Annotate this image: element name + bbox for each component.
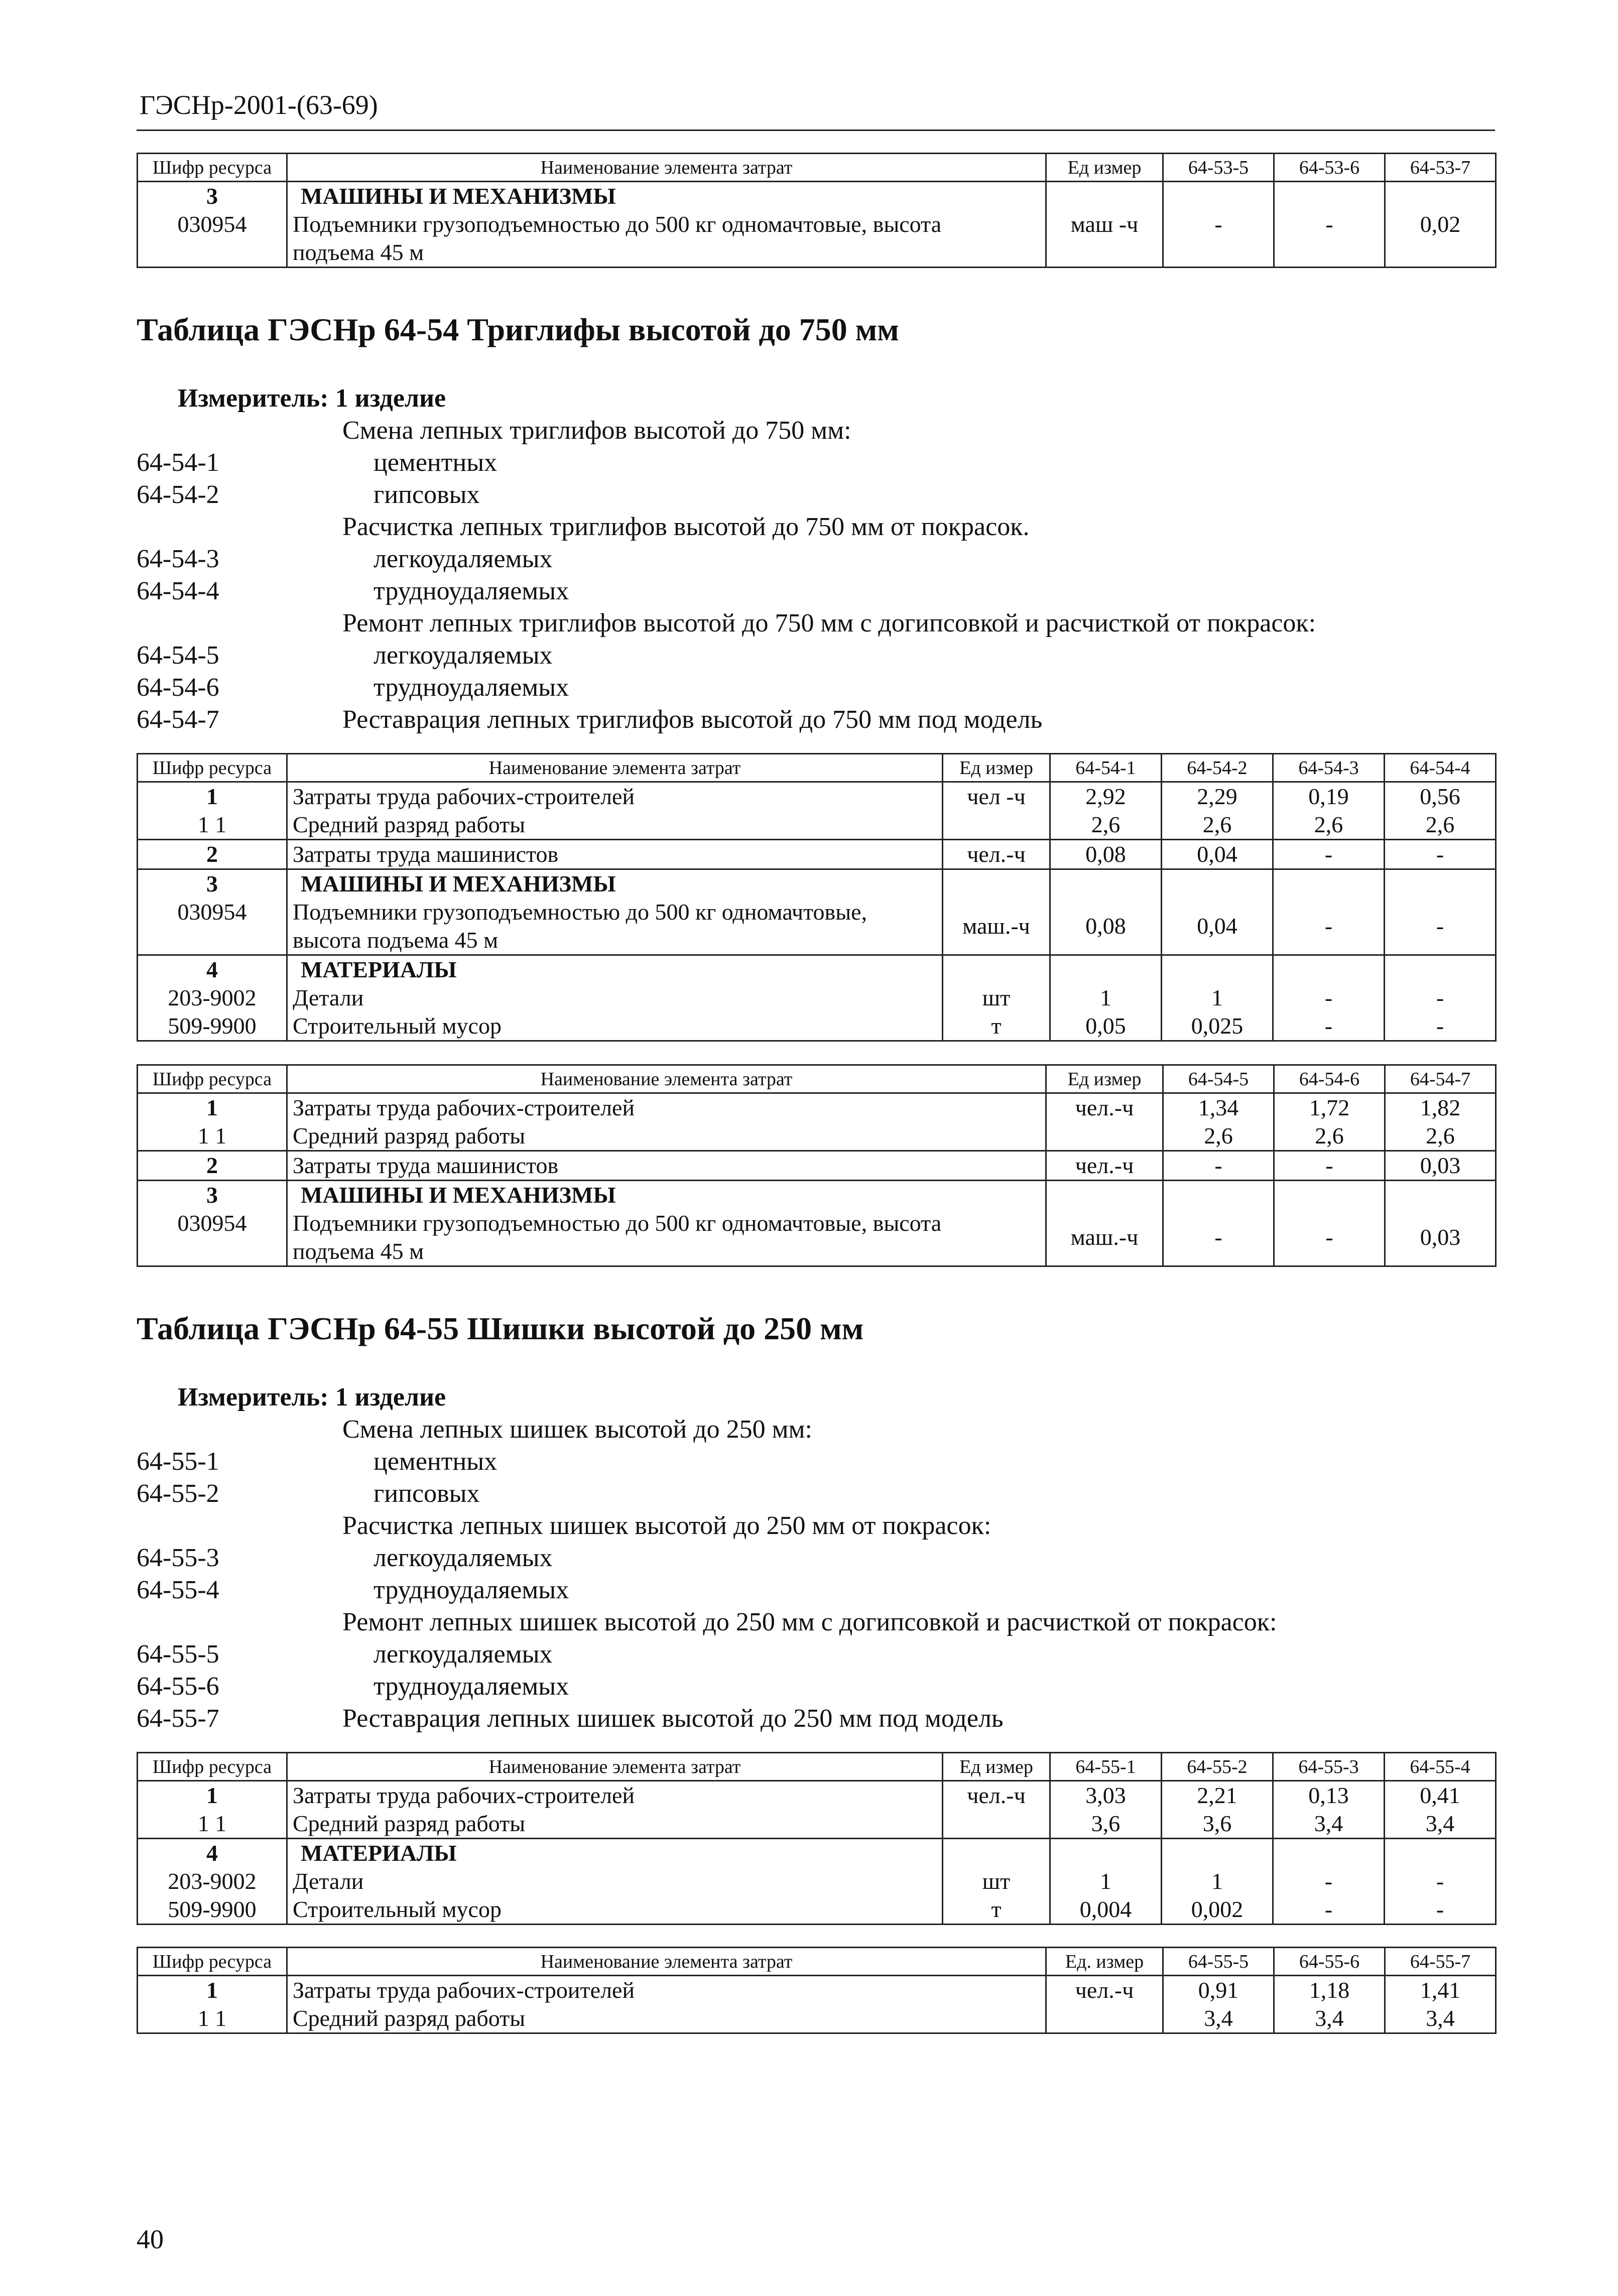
list-code: 64-54-2 — [137, 480, 219, 509]
unit-value: т — [991, 1013, 1002, 1039]
list-text: Смена лепных триглифов высотой до 750 мм: — [342, 416, 851, 445]
value-cell: - — [1385, 869, 1496, 955]
table-row — [138, 840, 1496, 869]
unit-cell — [1046, 2004, 1163, 2033]
list-text: легкоудаляемых — [374, 545, 553, 573]
resource-code-value: 030954 — [177, 211, 247, 237]
value-cell: 2,21 — [1162, 1781, 1273, 1810]
table-64-53-continuation — [137, 153, 1497, 268]
value: 0,05 — [1085, 1013, 1126, 1039]
value-cell: 3,4 — [1163, 2004, 1274, 2033]
list-text: легкоудаляемых — [374, 1544, 553, 1572]
cost-element-name — [287, 1839, 943, 1925]
resource-code — [138, 955, 287, 1041]
table-row — [138, 1151, 1496, 1181]
table-row — [138, 2004, 1496, 2033]
value-cell — [1385, 1839, 1496, 1925]
name-line: Строительный мусор — [293, 1896, 502, 1922]
col-header: Наименование элемента затрат — [287, 1753, 943, 1781]
unit-cell — [943, 955, 1050, 1041]
table-header-row — [138, 1753, 1496, 1781]
value: 1 — [1100, 985, 1111, 1010]
value-cell: 0,56 — [1385, 782, 1496, 811]
list-code: 64-54-4 — [137, 577, 219, 605]
col-header: Наименование элемента затрат — [287, 754, 943, 782]
value-cell: 3,4 — [1273, 1810, 1385, 1839]
unit-cell — [943, 1810, 1050, 1839]
section-code: 3 — [206, 1182, 218, 1208]
value-cell: 2,29 — [1162, 782, 1273, 811]
list-code: 64-55-7 — [137, 1704, 219, 1733]
value-cell: 2,6 — [1274, 1122, 1385, 1151]
header-rule — [137, 130, 1495, 131]
list-code: 64-54-5 — [137, 641, 219, 670]
section-name: МАТЕРИАЛЫ — [301, 957, 457, 982]
value-cell: 0,91 — [1163, 1976, 1274, 2005]
value-cell: 1,41 — [1385, 1976, 1496, 2005]
unit-cell: чел.-ч — [1046, 1151, 1163, 1181]
value-cell: 0,13 — [1273, 1781, 1385, 1810]
value-cell: 0,03 — [1385, 1181, 1496, 1266]
list-text: трудноудаляемых — [374, 1672, 569, 1701]
col-header: Ед измер — [943, 754, 1050, 782]
cost-element-name: Затраты труда рабочих-строителей — [287, 782, 943, 811]
table-header-row — [138, 754, 1496, 782]
resource-code-value: 203-9002 — [168, 1868, 257, 1894]
col-header: 64-55-4 — [1385, 1753, 1496, 1781]
list-text: Реставрация лепных шишек высотой до 250 мм под модель — [342, 1704, 1004, 1733]
page-number: 40 — [137, 2224, 164, 2254]
value-cell: - — [1163, 182, 1274, 268]
table-row — [138, 1976, 1496, 2005]
resource-code — [138, 869, 287, 955]
table-row — [138, 182, 1496, 268]
value-cell — [1273, 955, 1385, 1041]
value-cell: - — [1163, 1181, 1274, 1266]
value-cell: 1,34 — [1163, 1093, 1274, 1122]
value-cell: 3,6 — [1162, 1810, 1273, 1839]
resource-code: 1 1 — [138, 811, 287, 840]
col-header: Шифр ресурса — [138, 1065, 287, 1093]
col-header: Наименование элемента затрат — [287, 154, 1046, 182]
cost-element-name: Средний разряд работы — [287, 1810, 943, 1839]
resource-code: 2 — [138, 840, 287, 869]
resource-code-value: 030954 — [177, 899, 247, 925]
cost-element-name: Затраты труда рабочиx-строителей — [287, 1093, 1046, 1122]
value-cell: - — [1163, 1151, 1274, 1181]
col-header: Шифр ресурса — [138, 154, 287, 182]
col-header: Шифр ресурса — [138, 1753, 287, 1781]
col-header: 64-55-1 — [1050, 1753, 1162, 1781]
resource-code-value: 509-9900 — [168, 1013, 257, 1039]
col-header: 64-55-3 — [1273, 1753, 1385, 1781]
col-header: Наименование элемента затрат — [287, 1948, 1046, 1976]
list-text: Ремонт лепных шишек высотой до 250 мм с догипсовкой и расчисткой от покрасок: — [342, 1608, 1277, 1636]
value: 0,004 — [1079, 1896, 1132, 1922]
value: - — [1324, 1896, 1333, 1922]
list-code: 64-55-1 — [137, 1447, 219, 1476]
table-row — [138, 1181, 1496, 1266]
name-line: Детали — [293, 985, 364, 1010]
col-header: 64-55-5 — [1163, 1948, 1274, 1976]
unit-cell: маш.-ч — [943, 869, 1050, 955]
value: - — [1436, 1896, 1444, 1922]
resource-code-value: 203-9002 — [168, 985, 257, 1010]
col-header: 64-53-5 — [1163, 154, 1274, 182]
table-64-55-part2 — [137, 1947, 1497, 2034]
value-cell: 0,04 — [1162, 869, 1273, 955]
cost-element-name — [287, 1181, 1046, 1266]
name-line: подъема 45 м — [293, 239, 424, 265]
value-cell: 0,02 — [1385, 182, 1496, 268]
value-cell: 1,18 — [1274, 1976, 1385, 2005]
unit-cell — [943, 811, 1050, 840]
col-header: 64-53-6 — [1274, 154, 1385, 182]
value: 0,025 — [1191, 1013, 1243, 1039]
table-header-row — [138, 154, 1496, 182]
cost-element-name: Затраты труда машинистов — [287, 1151, 1046, 1181]
cost-element-name: Средний разряд работы — [287, 811, 943, 840]
value-cell: 2,6 — [1050, 811, 1162, 840]
value-cell: 3,4 — [1385, 1810, 1496, 1839]
name-line: Подъемники грузоподъемностью до 500 кг одномачтовые, высота — [293, 211, 942, 237]
value-cell: 2,92 — [1050, 782, 1162, 811]
table-row — [138, 1093, 1496, 1122]
section-code: 4 — [206, 1840, 218, 1866]
value-cell: - — [1274, 1181, 1385, 1266]
table-64-55-part1 — [137, 1752, 1497, 1925]
table-header-row — [138, 1948, 1496, 1976]
list-text: гипсовых — [374, 1479, 480, 1508]
list-text: легкоудаляемых — [374, 1640, 553, 1669]
list-code: 64-54-3 — [137, 545, 219, 573]
name-line: Детали — [293, 1868, 364, 1894]
list-text: Расчистка лепных триглифов высотой до 750 мм от покрасок. — [342, 513, 1030, 541]
section-name: МАТЕРИАЛЫ — [301, 1840, 457, 1866]
resource-code: 1 — [138, 1093, 287, 1122]
resource-code: 2 — [138, 1151, 287, 1181]
list-code: 64-54-6 — [137, 673, 219, 702]
value: - — [1436, 1868, 1444, 1894]
list-text: цементных — [374, 448, 497, 477]
name-line: Подъемники грузоподъемностью до 500 кг одномачтовые, — [293, 899, 867, 925]
list-text: легкоудаляемых — [374, 641, 553, 670]
value-cell: 2,6 — [1385, 811, 1496, 840]
resource-code: 1 1 — [138, 2004, 287, 2033]
cost-element-name: Средний разряд работы — [287, 2004, 1046, 2033]
value-cell: 1,82 — [1385, 1093, 1496, 1122]
name-line: высота подъема 45 м — [293, 927, 499, 953]
list-text: Расчистка лепных шишек высотой до 250 мм от покрасок: — [342, 1511, 991, 1540]
col-header: Ед измер — [1046, 154, 1163, 182]
value: - — [1324, 1013, 1333, 1039]
col-header: Шифр ресурса — [138, 1948, 287, 1976]
name-line: Подъемники грузоподъемностью до 500 кг одномачтовые, высота — [293, 1210, 942, 1236]
cost-element-name — [287, 182, 1046, 268]
list-text: Ремонт лепных триглифов высотой до 750 мм с догипсовкой и расчисткой от покрасок: — [342, 609, 1316, 637]
value-cell: - — [1273, 869, 1385, 955]
list-text: Смена лепных шишек высотой до 250 мм: — [342, 1415, 812, 1444]
value-cell: 3,03 — [1050, 1781, 1162, 1810]
cost-element-name: Средний разряд работы — [287, 1122, 1046, 1151]
value-cell — [1162, 1839, 1273, 1925]
value-cell — [1385, 955, 1496, 1041]
value-cell: 2,6 — [1273, 811, 1385, 840]
unit-value: т — [991, 1896, 1002, 1922]
resource-code: 1 — [138, 1781, 287, 1810]
unit-value: шт — [982, 985, 1011, 1010]
list-code: 64-55-2 — [137, 1479, 219, 1508]
value-cell: - — [1385, 840, 1496, 869]
value: - — [1324, 1868, 1333, 1894]
list-text: гипсовых — [374, 480, 480, 509]
value: 1 — [1211, 985, 1223, 1010]
value-cell: 0,08 — [1050, 869, 1162, 955]
measure-unit: Измеритель: 1 изделие — [178, 384, 446, 413]
value-cell: 0,03 — [1385, 1151, 1496, 1181]
section-code: 4 — [206, 957, 218, 982]
table-header-row — [138, 1065, 1496, 1093]
value-cell: 0,08 — [1050, 840, 1162, 869]
list-text: трудноудаляемых — [374, 577, 569, 605]
table-row — [138, 782, 1496, 811]
unit-cell: чел -ч — [943, 782, 1050, 811]
cost-element-name — [287, 869, 943, 955]
value-cell: 3,4 — [1274, 2004, 1385, 2033]
unit-cell: маш -ч — [1046, 182, 1163, 268]
table-row — [138, 1781, 1496, 1810]
name-line: подъема 45 м — [293, 1238, 424, 1264]
value-cell: 0,19 — [1273, 782, 1385, 811]
col-header: 64-55-2 — [1162, 1753, 1273, 1781]
running-header: ГЭСНр-2001-(63-69) — [140, 90, 378, 120]
col-header: Ед измер — [1046, 1065, 1163, 1093]
resource-code: 1 1 — [138, 1122, 287, 1151]
list-text: цементных — [374, 1447, 497, 1476]
resource-code-value: 030954 — [177, 1210, 247, 1236]
table-title: Таблица ГЭСНр 64-54 Триглифы высотой до 750 мм — [137, 312, 899, 347]
unit-cell: маш.-ч — [1046, 1181, 1163, 1266]
resource-code: 1 — [138, 782, 287, 811]
col-header: Шифр ресурса — [138, 754, 287, 782]
value: - — [1436, 985, 1444, 1010]
col-header: 64-54-2 — [1162, 754, 1273, 782]
unit-value: шт — [982, 1868, 1011, 1894]
value-cell: 0,04 — [1162, 840, 1273, 869]
table-64-54-part2 — [137, 1064, 1497, 1267]
resource-code: 1 1 — [138, 1810, 287, 1839]
value-cell — [1050, 955, 1162, 1041]
value-cell — [1162, 955, 1273, 1041]
unit-cell: чел.-ч — [943, 1781, 1050, 1810]
value-cell: - — [1273, 840, 1385, 869]
table-row — [138, 869, 1496, 955]
col-header: 64-53-7 — [1385, 154, 1496, 182]
unit-cell — [1046, 1122, 1163, 1151]
list-code: 64-55-4 — [137, 1576, 219, 1604]
value-cell: 2,6 — [1162, 811, 1273, 840]
value-cell: 0,41 — [1385, 1781, 1496, 1810]
section-name: МАШИНЫ И МЕХАНИЗМЫ — [301, 1182, 616, 1208]
resource-code — [138, 1839, 287, 1925]
list-code: 64-55-5 — [137, 1640, 219, 1669]
cost-element-name: Затраты труда рабочих-строителей — [287, 1781, 943, 1810]
value-cell: 3,4 — [1385, 2004, 1496, 2033]
col-header: 64-55-6 — [1274, 1948, 1385, 1976]
resource-code: 1 — [138, 1976, 287, 2005]
col-header: 64-54-3 — [1273, 754, 1385, 782]
col-header: Ед измер — [943, 1753, 1050, 1781]
cost-element-name — [287, 955, 943, 1041]
table-row — [138, 1810, 1496, 1839]
list-text: трудноудаляемых — [374, 673, 569, 702]
value-cell — [1050, 1839, 1162, 1925]
list-text: трудноудаляемых — [374, 1576, 569, 1604]
section-name: МАШИНЫ И МЕХАНИЗМЫ — [301, 183, 616, 209]
list-text: Реставрация лепных триглифов высотой до 750 мм под модель — [342, 705, 1043, 734]
col-header: 64-54-6 — [1274, 1065, 1385, 1093]
list-code: 64-55-3 — [137, 1544, 219, 1572]
list-code: 64-54-7 — [137, 705, 219, 734]
col-header: Ед. измер — [1046, 1948, 1163, 1976]
table-row — [138, 1839, 1496, 1925]
table-row — [138, 955, 1496, 1041]
value: 1 — [1211, 1868, 1223, 1894]
table-row — [138, 811, 1496, 840]
table-64-54-part1 — [137, 753, 1497, 1042]
name-line: Строительный мусор — [293, 1013, 502, 1039]
value-cell — [1273, 1839, 1385, 1925]
resource-code — [138, 182, 287, 268]
unit-cell: чел.-ч — [1046, 1093, 1163, 1122]
list-code: 64-55-6 — [137, 1672, 219, 1701]
unit-cell: чел.-ч — [1046, 1976, 1163, 2005]
unit-cell: чел.-ч — [943, 840, 1050, 869]
section-name: МАШИНЫ И МЕХАНИЗМЫ — [301, 871, 616, 897]
unit-cell — [943, 1839, 1050, 1925]
value-cell: - — [1274, 1151, 1385, 1181]
value-cell: 3,6 — [1050, 1810, 1162, 1839]
section-code: 3 — [206, 871, 218, 897]
col-header: 64-54-4 — [1385, 754, 1496, 782]
table-title: Таблица ГЭСНр 64-55 Шишки высотой до 250 мм — [137, 1311, 864, 1346]
measure-unit: Измеритель: 1 изделие — [178, 1383, 446, 1412]
value-cell: - — [1274, 182, 1385, 268]
value: - — [1436, 1013, 1444, 1039]
col-header: 64-55-7 — [1385, 1948, 1496, 1976]
value: 0,002 — [1191, 1896, 1243, 1922]
value-cell: 2,6 — [1163, 1122, 1274, 1151]
value-cell: 1,72 — [1274, 1093, 1385, 1122]
table-row — [138, 1122, 1496, 1151]
value: - — [1324, 985, 1333, 1010]
cost-element-name: Затраты труда машинистов — [287, 840, 943, 869]
col-header: 64-54-5 — [1163, 1065, 1274, 1093]
value: 1 — [1100, 1868, 1111, 1894]
cost-element-name: Затраты труда рабочих-строителей — [287, 1976, 1046, 2005]
col-header: 64-54-1 — [1050, 754, 1162, 782]
list-code: 64-54-1 — [137, 448, 219, 477]
col-header: 64-54-7 — [1385, 1065, 1496, 1093]
col-header: Наименование элемента затрат — [287, 1065, 1046, 1093]
value-cell: 2,6 — [1385, 1122, 1496, 1151]
section-code: 3 — [206, 183, 218, 209]
resource-code-value: 509-9900 — [168, 1896, 257, 1922]
resource-code — [138, 1181, 287, 1266]
